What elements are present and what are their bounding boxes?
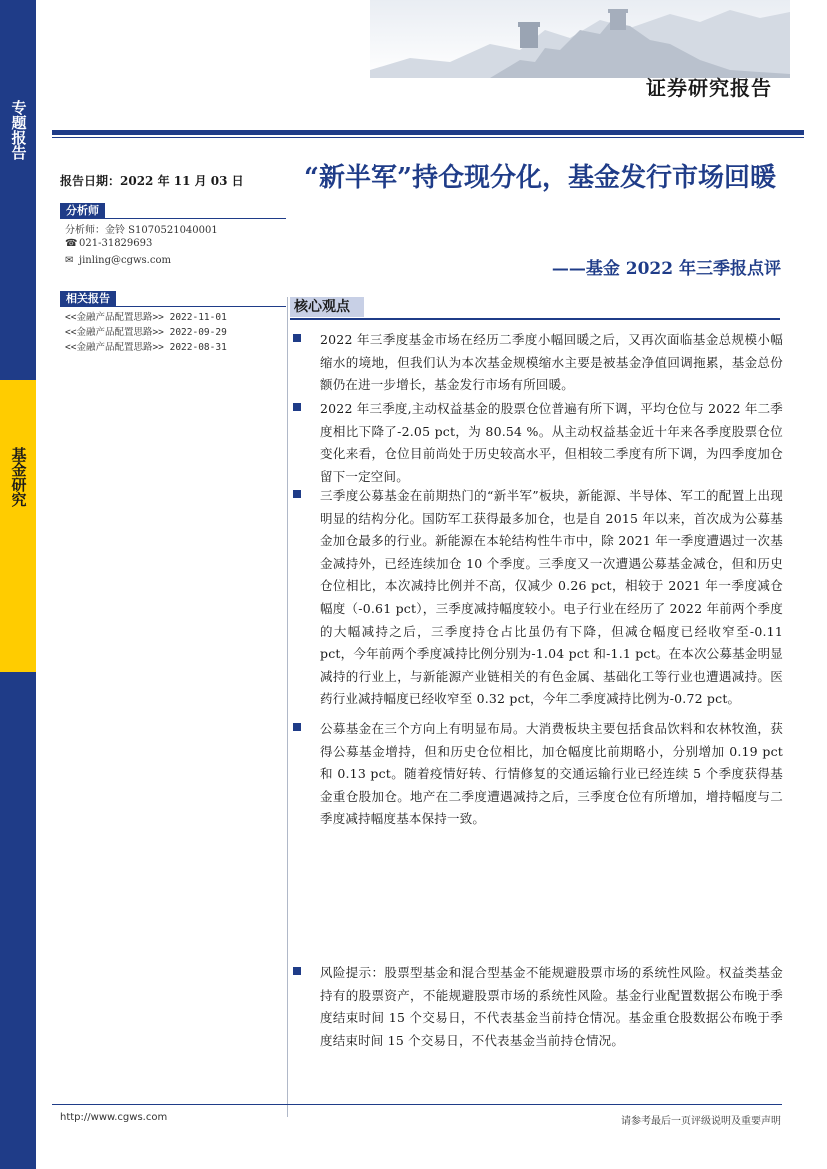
bullet-text: 风险提示：股票型基金和混合型基金不能规避股票市场的系统性风险。权益类基金持有的股票资产，不能规避股票市场的系统性风险。基金行业配置数据公布晚于季度结束时间 15 个交易日，不代表基金当前持仓情况。基金重仓股数据公布晚于季度结束时间 15 个交易日，不代表基金当前持仓情况。 (320, 965, 783, 1048)
analyst-phone-row (65, 238, 152, 249)
bullet-item (293, 398, 783, 488)
core-views-rule (290, 318, 780, 320)
bullet-square-icon (293, 723, 301, 731)
bullet-item (293, 962, 783, 1052)
footer-divider (52, 1104, 782, 1105)
footer-website-link[interactable]: http://www.cgws.com (60, 1112, 168, 1123)
header-divider (52, 130, 804, 135)
analyst-email[interactable]: jinling@cgws.com (79, 255, 171, 266)
header-divider-thin (52, 137, 804, 138)
bullet-text: 三季度公募基金在前期热门的“新半军”板块，新能源、半导体、军工的配置上出现明显的结构分化。国防军工获得最多加仓，也是自 2015 年以来，首次成为公募基金加仓最多的行业。新能源在本轮结构性牛市中，除 2021 年一季度遭遇过一次基金减持外，已经连续加仓 10 个季度。三季度又一次遭遇公募基金减仓，但和历史仓位相比，本次减持比例并不高，仅减少 0.26 pct，相较于 2021 年一季度减仓幅度（-0.61 pct），三季度减持幅度较小。电子行业在经历了 2022 年前两个季度的大幅减持之后，三季度持仓占比虽仍有下降，但减仓幅度已经收窄至-0.11 pct，今年前两个季度减持比例分别为-1.04 pct 和-1.1 pct。在本次公募基金明显减持的行业上，与新能源产业链相关的有色金属、基础化工等行业也遭遇减持。医药行业减持幅度已经收窄至 0.32 pct，今年二季度减持比例为-0.72 pct。 (320, 488, 783, 707)
footer-disclaimer: 请参考最后一页评级说明及重要声明 (621, 1116, 781, 1127)
column-divider (287, 297, 288, 1117)
report-title: “新半军”持仓现分化，基金发行市场回暖 (304, 163, 776, 193)
bullet-square-icon (293, 490, 301, 498)
great-wall-banner-image (370, 0, 790, 78)
bullet-item (293, 718, 783, 831)
sidebar-topic-label: 基金研究 (9, 447, 28, 507)
related-section-rule (60, 306, 286, 307)
bullet-square-icon (293, 403, 301, 411)
related-section-tag: 相关报告 (60, 291, 116, 306)
related-report-item[interactable]: <<金融产品配置思路>> 2022-09-29 (65, 327, 227, 338)
bullet-item (293, 329, 783, 397)
analyst-email-row (65, 255, 171, 266)
bullet-item (293, 485, 783, 711)
mail-icon: ✉ (65, 255, 74, 266)
bullet-square-icon (293, 334, 301, 342)
related-report-item[interactable]: <<金融产品配置思路>> 2022-08-31 (65, 342, 227, 353)
analyst-section-rule (60, 218, 286, 219)
related-report-item[interactable]: <<金融产品配置思路>> 2022-11-01 (65, 312, 227, 323)
report-subtitle: ——基金 2022 年三季报点评 (551, 259, 781, 279)
document-type-title: 证券研究报告 (646, 76, 772, 100)
analyst-name: 分析师：金铃 S1070521040001 (65, 225, 218, 236)
bullet-square-icon (293, 967, 301, 975)
analyst-section-tag: 分析师 (60, 203, 105, 218)
core-views-tag: 核心观点 (290, 297, 364, 317)
phone-icon: ☎ (65, 238, 78, 249)
bullet-text: 2022 年三季度基金市场在经历二季度小幅回暖之后，又再次面临基金总规模小幅缩水的境地，但我们认为本次基金规模缩水主要是被基金净值回调拖累，基金总份额仍在进一步增长，基金发行市场有所回暖。 (320, 332, 783, 393)
report-date: 报告日期：2022 年 11 月 03 日 (60, 174, 244, 188)
sidebar-highlight-band (0, 380, 36, 672)
bullet-text: 公募基金在三个方向上有明显布局。大消费板块主要包括食品饮料和农林牧渔，获得公募基金增持，但和历史仓位相比，加仓幅度比前期略小，分别增加 0.19 pct 和 0.13 pct。随着疫情好转、行情修复的交通运输行业已经连续 5 个季度获得基金重仓股加仓。地产在二季度遭遇减持之后，三季度仓位有所增加，增持幅度与二季度减持幅度基本保持一致。 (320, 721, 783, 827)
bullet-text: 2022 年三季度,主动权益基金的股票仓位普遍有所下调，平均仓位与 2022 年二季度相比下降了-2.05 pct，为 80.54 %。从主动权益基金近十年来各季度股票仓位变化来看，仓位目前尚处于历史较高水平，但相较二季度有所下调，为四季度加仓留下一定空间。 (320, 401, 783, 484)
analyst-phone: 021-31829693 (79, 238, 153, 249)
sidebar-category-label: 专题报告 (9, 100, 28, 160)
